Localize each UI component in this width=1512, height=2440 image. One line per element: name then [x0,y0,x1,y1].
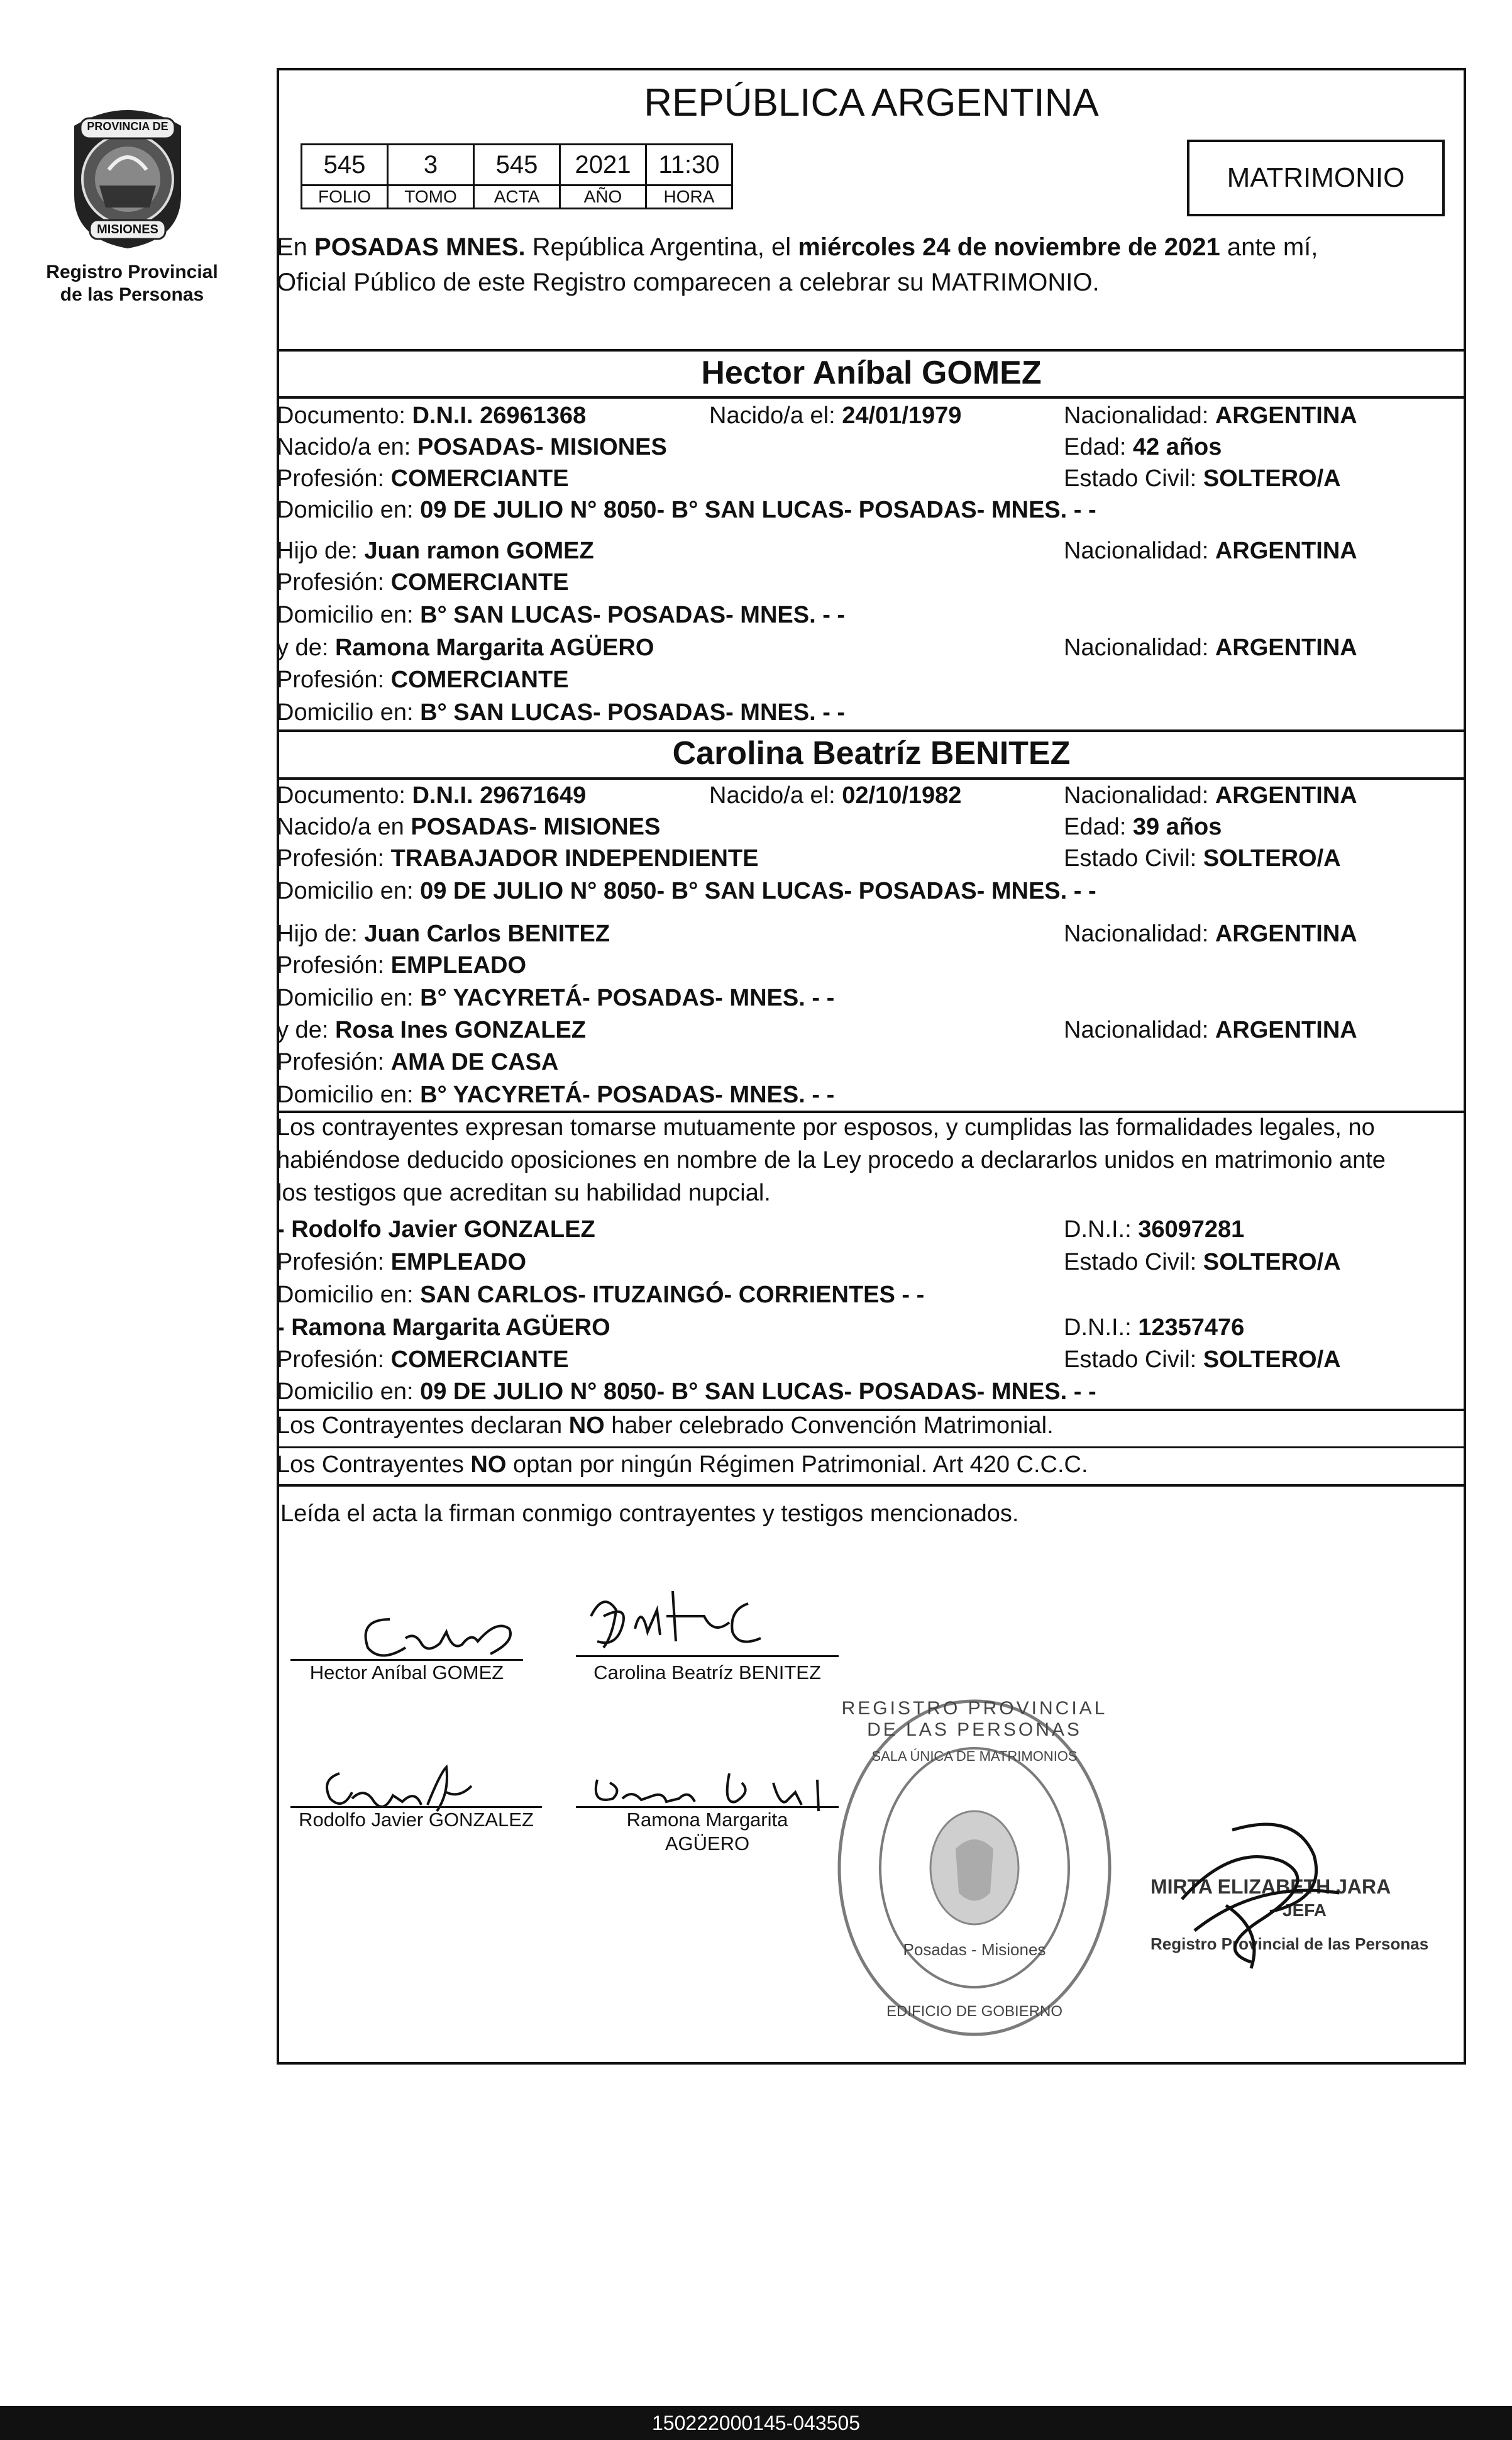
groom-father-nationality: Nacionalidad: ARGENTINA [1064,538,1357,564]
convention-line-2: Los Contrayentes NO optan por ningún Régimen Patrimonial. Art 420 C.C.C. [277,1451,1088,1478]
bride-father-address: Domicilio en: B° YACYRETÁ- POSADAS- MNES. - - [277,985,835,1011]
registry-round-stamp [830,1692,1119,2044]
declaration-line-2: habiéndose deducido oposiciones en nombre de la Ley procedo a declararlos unidos en matrimonio ante [277,1147,1386,1173]
bride-birthplace: Nacido/a en POSADAS- MISIONES [277,814,661,840]
groom-father-profession: Profesión: COMERCIANTE [277,569,569,596]
doc-type-box: MATRIMONIO [1187,140,1445,216]
bride-father-nationality: Nacionalidad: ARGENTINA [1064,921,1357,947]
groom-born-date: Nacido/a el: 24/01/1979 [709,402,962,429]
stamp-inner-text: SALA ÚNICA DE MATRIMONIOS [871,1748,1078,1764]
stamp-bottom-text: EDIFICIO DE GOBIERNO [886,2003,1063,2020]
witness-1-dni: D.N.I.: 36097281 [1064,1216,1245,1243]
convention-line-1: Los Contrayentes declaran NO haber celebrado Convención Matrimonial. [277,1412,1054,1439]
province-seal-logo [55,101,200,252]
groom-birthplace: Nacido/a en: POSADAS- MISIONES [277,434,667,460]
official-role: JEFA [1283,1900,1327,1920]
page-title: REPÚBLICA ARGENTINA [644,81,1099,125]
bride-nationality: Nacionalidad: ARGENTINA [1064,782,1357,809]
bride-address: Domicilio en: 09 DE JULIO N° 8050- B° SAN LUCAS- POSADAS- MNES. - - [277,878,1096,904]
witness-1-civil-status: Estado Civil: SOLTERO/A [1064,1249,1341,1275]
groom-father-address: Domicilio en: B° SAN LUCAS- POSADAS- MNES. - - [277,602,846,628]
official-signature [1157,1805,1383,1994]
bride-father-profession: Profesión: EMPLEADO [277,952,527,979]
bride-mother-profession: Profesión: AMA DE CASA [277,1049,559,1075]
tomo-label: TOMO [388,186,474,209]
signature-label-witness-2-line2: AGÜERO [665,1833,750,1855]
witness-2-civil-status: Estado Civil: SOLTERO/A [1064,1346,1341,1373]
groom-age: Edad: 42 años [1064,434,1222,460]
tomo-value: 3 [388,145,474,186]
signature-bride [578,1578,792,1666]
bride-civil-status: Estado Civil: SOLTERO/A [1064,845,1341,872]
groom-document: Documento: D.N.I. 26961368 [277,402,587,429]
org-line-2: de las Personas [60,284,204,305]
groom-mother-address: Domicilio en: B° SAN LUCAS- POSADAS- MNES. - - [277,699,846,726]
org-line-1: Registro Provincial [46,262,218,282]
bride-father: Hijo de: Juan Carlos BENITEZ [277,921,610,947]
signature-label-groom: Hector Aníbal GOMEZ [309,1661,504,1683]
signature-label-bride: Carolina Beatríz BENITEZ [593,1661,821,1683]
acta-label: ACTA [474,186,560,209]
stamp-ring-text: REGISTRO PROVINCIAL DE LAS PERSONAS [841,1698,1108,1740]
witness-2-name: - Ramona Margarita AGÜERO [277,1314,610,1341]
witness-1-address: Domicilio en: SAN CARLOS- ITUZAINGÓ- CORRIENTES - - [277,1282,925,1308]
official-office: Registro Provincial de las Personas [1151,1934,1429,1953]
anio-value: 2021 [560,145,646,186]
seal-text-bottom: MISIONES [97,223,158,236]
groom-mother-profession: Profesión: COMERCIANTE [277,667,569,693]
groom-nationality: Nacionalidad: ARGENTINA [1064,402,1357,429]
bride-profession: Profesión: TRABAJADOR INDEPENDIENTE [277,845,759,872]
official-name: MIRTA ELIZABETH JARA [1151,1875,1391,1898]
declaration-line-1: Los contrayentes expresan tomarse mutuamente por esposos, y cumplidas las formalidades legales, no [277,1114,1375,1141]
groom-name: Hector Aníbal GOMEZ [701,355,1042,391]
closing-text: Leída el acta la firman conmigo contrayentes y testigos mencionados. [280,1500,1019,1527]
bride-mother-address: Domicilio en: B° YACYRETÁ- POSADAS- MNES. - - [277,1082,835,1108]
groom-father: Hijo de: Juan ramon GOMEZ [277,538,594,564]
anio-label: AÑO [560,186,646,209]
folio-value: 545 [302,145,388,186]
signature-label-witness-1: Rodolfo Javier GONZALEZ [299,1809,534,1831]
hora-value: 11:30 [646,145,732,186]
groom-civil-status: Estado Civil: SOLTERO/A [1064,465,1341,492]
stamp-place-text: Posadas - Misiones [903,1940,1046,1959]
acta-value: 545 [474,145,560,186]
bride-mother: y de: Rosa Ines GONZALEZ [277,1017,587,1043]
bride-mother-nationality: Nacionalidad: ARGENTINA [1064,1017,1357,1043]
groom-profession: Profesión: COMERCIANTE [277,465,569,492]
groom-mother: y de: Ramona Margarita AGÜERO [277,635,654,661]
signature-label-witness-2-line1: Ramona Margarita [626,1809,788,1831]
bride-name: Carolina Beatríz BENITEZ [672,735,1071,772]
witness-2-address: Domicilio en: 09 DE JULIO N° 8050- B° SAN LUCAS- POSADAS- MNES. - - [277,1378,1096,1405]
registry-table [301,143,733,209]
bride-age: Edad: 39 años [1064,814,1222,840]
groom-address: Domicilio en: 09 DE JULIO N° 8050- B° SAN LUCAS- POSADAS- MNES. - - [277,497,1096,523]
seal-text-top: PROVINCIA DE [87,120,168,133]
bride-document: Documento: D.N.I. 29671649 [277,782,587,809]
hora-label: HORA [646,186,732,209]
witness-1-name: - Rodolfo Javier GONZALEZ [277,1216,595,1243]
bride-born-date: Nacido/a el: 02/10/1982 [709,782,962,809]
intro-line-2: Oficial Público de este Registro comparecen a celebrar su MATRIMONIO. [277,269,1100,296]
signature-groom [352,1594,534,1670]
groom-mother-nationality: Nacionalidad: ARGENTINA [1064,635,1357,661]
declaration-line-3: los testigos que acreditan su habilidad nupcial. [277,1180,771,1206]
intro-line-1: En POSADAS MNES. República Argentina, el miércoles 24 de noviembre de 2021 ante mí, [277,233,1318,261]
folio-label: FOLIO [302,186,388,209]
witness-2-profession: Profesión: COMERCIANTE [277,1346,569,1373]
witness-2-dni: D.N.I.: 12357476 [1064,1314,1245,1341]
witness-1-profession: Profesión: EMPLEADO [277,1249,527,1275]
footer-barcode-number: 150222000145-043505 [0,2406,1512,2440]
